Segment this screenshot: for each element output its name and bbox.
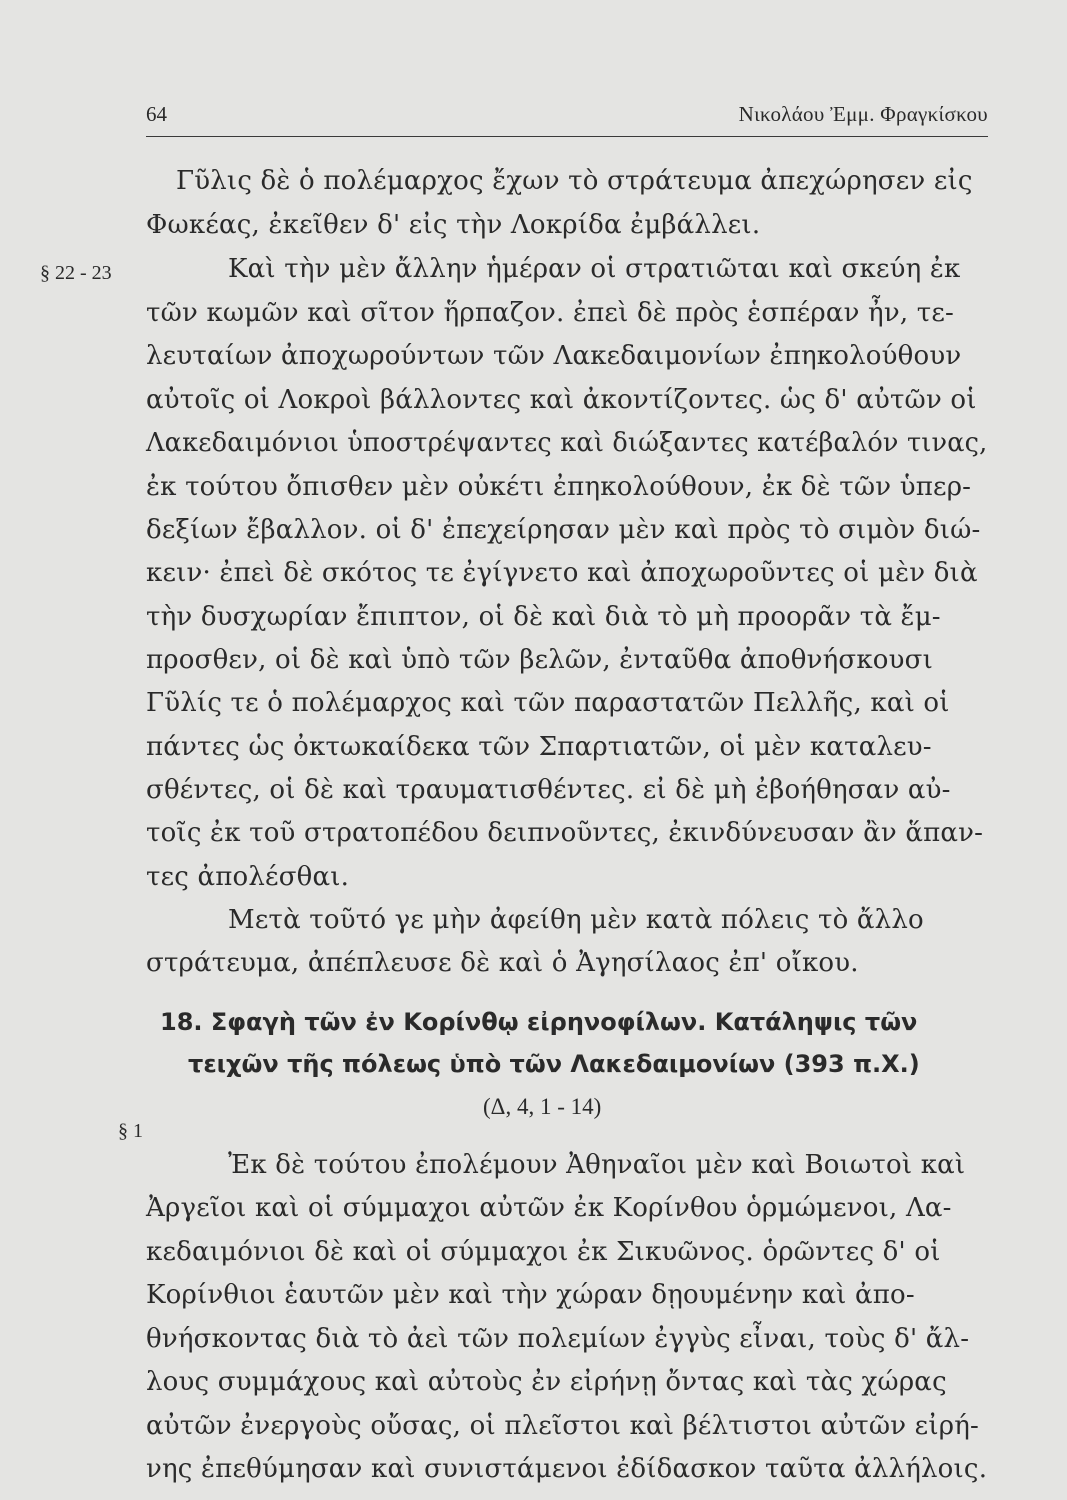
text-line: σθέντες, οἱ δὲ καὶ τραυματισθέντες. εἰ δὲ μὴ ἐβοήθησαν αὐ- bbox=[146, 775, 951, 805]
text-line: κεδαιμόνιοι δὲ καὶ οἱ σύμμαχοι ἐκ Σικυῶνος. ὁρῶντες δ' οἱ bbox=[146, 1237, 941, 1267]
text-line: τες ἀπολέσθαι. bbox=[146, 862, 350, 892]
text-line: στράτευμα, ἀπέπλευσε δὲ καὶ ὁ Ἀγησίλαος ἐπ' οἴκου. bbox=[146, 948, 859, 978]
text-line: κειν· ἐπεὶ δὲ σκότος τε ἐγίγνετο καὶ ἀποχωροῦντες οἱ μὲν διὰ bbox=[146, 558, 978, 588]
text-line: Γῦλις δὲ ὁ πολέμαρχος ἔχων τὸ στράτευμα ἀπεχώρησεν εἰς bbox=[176, 166, 973, 196]
text-line: τῶν κωμῶν καὶ σῖτον ἥρπαζον. ἐπεὶ δὲ πρὸς ἑσπέραν ἦν, τε- bbox=[146, 298, 954, 328]
text-line: Κορίνθιοι ἑαυτῶν μὲν καὶ τὴν χώραν δῃουμένην καὶ ἀπο- bbox=[146, 1280, 915, 1310]
section-heading-line-2: τειχῶν τῆς πόλεως ὑπὸ τῶν Λακεδαιμονίων (393 π.Χ.) bbox=[188, 1050, 920, 1078]
page-number: 64 bbox=[146, 102, 167, 126]
text-line: νης ἐπεθύμησαν καὶ συνιστάμενοι ἐδίδασκον ταῦτα ἀλλήλοις. bbox=[146, 1454, 988, 1484]
page-header bbox=[146, 96, 988, 136]
text-line: θνήσκοντας διὰ τὸ ἀεὶ τῶν πολεμίων ἐγγὺς εἶναι, τοὺς δ' ἄλ- bbox=[146, 1324, 970, 1354]
text-line: τὴν δυσχωρίαν ἔπιπτον, οἱ δὲ καὶ διὰ τὸ μὴ προορᾶν τὰ ἔμ- bbox=[146, 602, 941, 632]
text-line: Λακεδαιμόνιοι ὑποστρέψαντες καὶ διώξαντες κατέβαλόν τινας, bbox=[146, 428, 988, 458]
text-line: λους συμμάχους καὶ αὐτοὺς ἐν εἰρήνῃ ὄντας καὶ τὰς χώρας bbox=[146, 1367, 947, 1397]
running-head: Νικολάου Ἐμμ. Φραγκίσκου bbox=[738, 102, 988, 126]
text-line: αὐτῶν ἐνεργοὺς οὔσας, οἱ πλεῖστοι καὶ βέλτιστοι αὐτῶν εἰρή- bbox=[146, 1411, 979, 1441]
text-line: Γῦλίς τε ὁ πολέμαρχος καὶ τῶν παραστατῶν Πελλῆς, καὶ οἱ bbox=[146, 688, 950, 718]
section-heading-reference: (Δ, 4, 1 - 14) bbox=[483, 1094, 602, 1119]
section-heading-line-1: 18. Σφαγὴ τῶν ἐν Κορίνθῳ εἰρηνοφίλων. Κατάληψις τῶν bbox=[160, 1008, 918, 1036]
text-line: προσθεν, οἱ δὲ καὶ ὑπὸ τῶν βελῶν, ἐνταῦθα ἀποθνήσκουσι bbox=[146, 645, 933, 675]
text-line: τοῖς ἐκ τοῦ στρατοπέδου δειπνοῦντες, ἐκινδύνευσαν ἂν ἅπαν- bbox=[146, 818, 984, 848]
text-line: Φωκέας, ἐκεῖθεν δ' εἰς τὴν Λοκρίδα ἐμβάλλει. bbox=[146, 210, 761, 240]
text-line: λευταίων ἀποχωρούντων τῶν Λακεδαιμονίων ἐπηκολούθουν bbox=[146, 341, 962, 371]
text-line: Ἐκ δὲ τούτου ἐπολέμουν Ἀθηναῖοι μὲν καὶ Βοιωτοὶ καὶ bbox=[228, 1150, 966, 1180]
text-line: δεξίων ἔβαλλον. οἱ δ' ἐπεχείρησαν μὲν καὶ πρὸς τὸ σιμὸν διώ- bbox=[146, 515, 981, 545]
section-mark-22-23: § 22 - 23 bbox=[40, 262, 112, 284]
text-line: αὐτοῖς οἱ Λοκροὶ βάλλοντες καὶ ἀκοντίζοντες. ὡς δ' αὐτῶν οἱ bbox=[146, 385, 977, 415]
text-line: Ἀργεῖοι καὶ οἱ σύμμαχοι αὐτῶν ἐκ Κορίνθου ὁρμώμενοι, Λα- bbox=[146, 1193, 952, 1223]
text-line: πάντες ὡς ὀκτωκαίδεκα τῶν Σπαρτιατῶν, οἱ μὲν καταλευ- bbox=[146, 732, 932, 762]
header-rule bbox=[146, 136, 988, 137]
text-line: Μετὰ τοῦτό γε μὴν ἀφείθη μὲν κατὰ πόλεις τὸ ἄλλο bbox=[228, 905, 924, 935]
text-line: Καὶ τὴν μὲν ἄλλην ἡμέραν οἱ στρατιῶται καὶ σκεύη ἐκ bbox=[228, 254, 961, 284]
section-mark-1: § 1 bbox=[118, 1120, 143, 1142]
text-line: ἐκ τούτου ὄπισθεν μὲν οὐκέτι ἐπηκολούθουν, ἐκ δὲ τῶν ὑπερ- bbox=[146, 472, 972, 502]
